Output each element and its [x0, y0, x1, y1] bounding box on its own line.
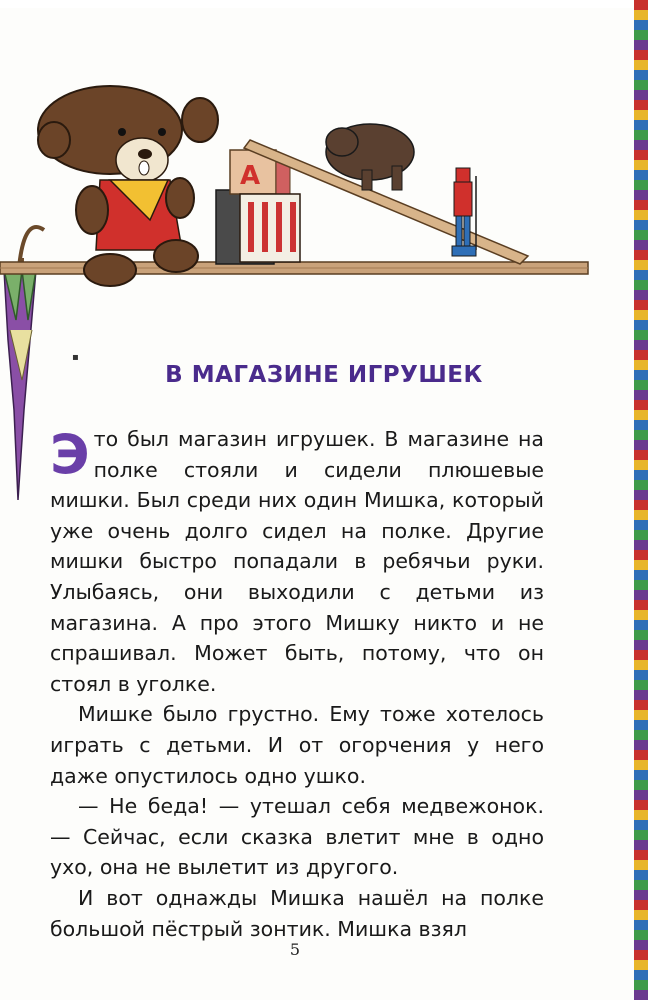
paragraph-text: то был магазин игрушек. В магазине на полке стояли и сидели плюшевые мишки. Был среди них один Мишка, который уже очень долго сидел на полке. Другие мишки быстро попадали в ребячьи руки. Улыбаясь, они выходили с детьми из магазина. А про этого Мишку никто и не спрашивал. Может быть, потому, что он стоял в уголке.	[50, 427, 544, 696]
small-dot-mark: ▪	[72, 352, 79, 363]
toy-soldiers-box-illustration	[240, 194, 300, 262]
colored-edge-stripe	[634, 0, 648, 1000]
story-paragraph: — Не беда! — утешал себя медвежонок. — Сейчас, если сказка влетит мне в одно ухо, она не вылетит из другого.	[50, 794, 544, 880]
page-number: 5	[289, 940, 301, 959]
story-text	[50, 424, 544, 944]
chapter-title: В МАГАЗИНЕ ИГРУШЕК	[165, 362, 483, 388]
block-letter: A	[240, 161, 261, 191]
story-paragraph: И вот однажды Мишка нашёл на полке большой пёстрый зонтик. Мишка взял	[50, 885, 544, 941]
story-paragraph	[50, 424, 544, 699]
teddy-bear-illustration	[38, 86, 218, 286]
story-paragraph: Мишке было грустно. Ему тоже хотелось играть с детьми. И от огорчения у него даже опустилось одно ушко.	[50, 702, 544, 788]
page-top-gap	[0, 0, 634, 8]
drop-cap: Э	[50, 423, 90, 486]
